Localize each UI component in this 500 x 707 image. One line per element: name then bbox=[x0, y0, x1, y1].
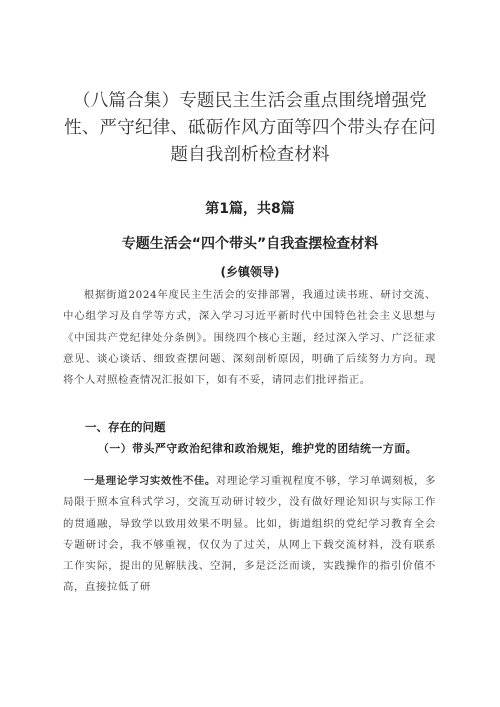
document-title: （八篇合集）专题民主生活会重点围绕增强党性、严守纪律、砥砺作风方面等四个带头存在问题自我剖析检查材料 bbox=[64, 91, 436, 165]
author-line: (乡镇领导) bbox=[220, 265, 280, 279]
body-paragraph bbox=[63, 471, 436, 599]
paragraph-text: 对理论学习重视程度不够，学习单调刻板，多局限于照本宣科式学习，交流互动研讨较少，没有做好理论知识与实际工作的贯通融，导致学以致用效果不明显。比如，街道组织的党纪学习教育全会专题研讨会，我不够重视，仅仅为了过关，从网上下载交流材料，没有联系工作实际，提出的见解肤浅、空洞，多是泛泛而谈，实践操作的指引价值不高，直接拉低了研 bbox=[63, 475, 437, 594]
subsection-heading: （一）带头严守政治纪律和政治规矩，维护党的团结统一方面。 bbox=[98, 442, 418, 455]
sub-title: 专题生活会“四个带头”自我查摆检查材料 bbox=[121, 236, 379, 252]
intro-paragraph: 根据街道2024年度民主生活会的安排部署，我通过读书班、研讨交流、中心组学习及自学等方式，深入学习习近平新时代中国特色社会主义思想与《中国共产党纪律处分条例》。围绕四个核心主题，经过深入学习、广泛征求意见、谈心谈话、细致查摆问题、深刻剖析原因，明确了后续努力方向。现将个人对照检查情况汇报如下，如有不妥，请同志们批评指正。 bbox=[63, 289, 436, 387]
paragraph-lead: 一是理论学习实效性不佳。 bbox=[83, 475, 216, 487]
part-heading: 第1篇，共8篇 bbox=[205, 201, 295, 217]
section-heading: 一、存在的问题 bbox=[85, 420, 166, 434]
